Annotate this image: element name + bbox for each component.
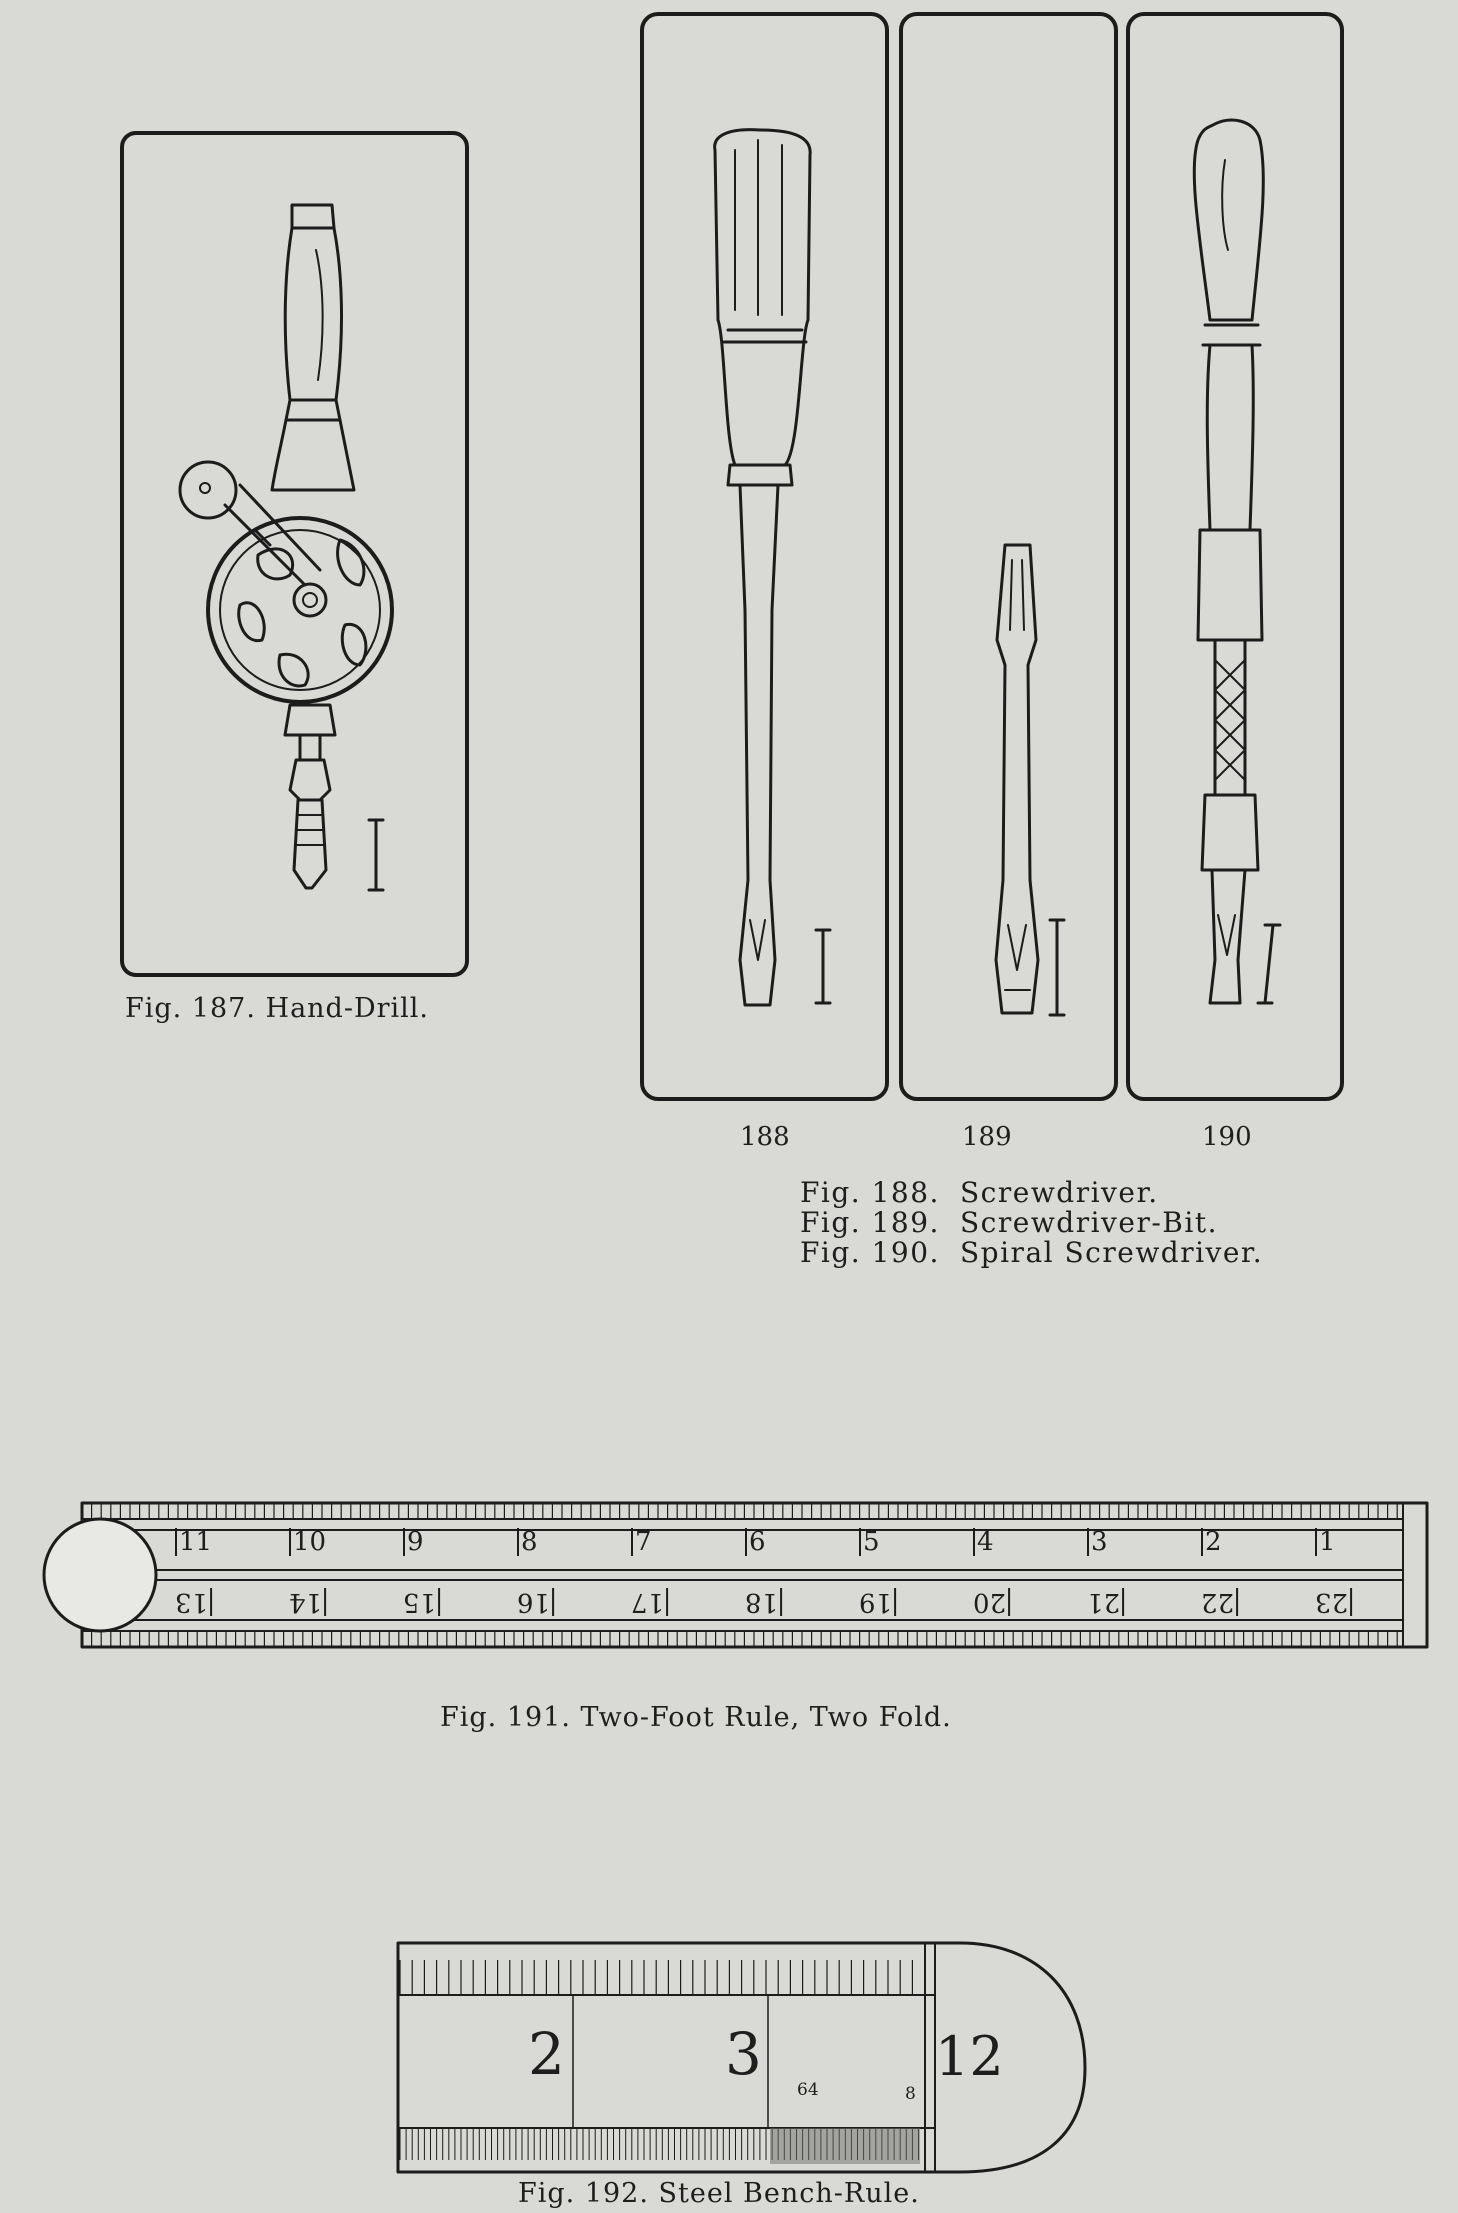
bench-rule-label-64: 64	[797, 2080, 819, 2100]
rule-number: 17	[631, 1588, 668, 1616]
rule-number: 8	[517, 1528, 538, 1556]
bench-rule-number-2: 2	[528, 2020, 565, 2088]
fig-190-spiral-screwdriver	[1128, 14, 1342, 1099]
caption-fig-190	[800, 1238, 1263, 1268]
caption-text: Screwdriver-Bit.	[960, 1206, 1218, 1239]
bench-rule-number-3: 3	[725, 2020, 762, 2088]
rule-number: 20	[973, 1588, 1010, 1616]
rule-number: 14	[289, 1588, 326, 1616]
rule-number: 3	[1087, 1528, 1108, 1556]
rule-number: 2	[1201, 1528, 1222, 1556]
rule-number: 5	[859, 1528, 880, 1556]
rule-number: 16	[517, 1588, 554, 1616]
caption-number: Fig. 188.	[800, 1176, 940, 1209]
fig-188-screwdriver	[642, 14, 887, 1099]
rule-number: 23	[1315, 1588, 1352, 1616]
rule-ticks	[82, 1503, 1397, 1647]
rule-number: 15	[403, 1588, 440, 1616]
figure-number-190: 190	[1202, 1122, 1252, 1152]
rule-number: 4	[973, 1528, 994, 1556]
rule-number: 19	[859, 1588, 896, 1616]
caption-fig-189	[800, 1208, 1263, 1238]
rule-number: 11	[175, 1528, 212, 1556]
rule-number: 7	[631, 1528, 652, 1556]
rule-number: 1	[1315, 1528, 1336, 1556]
caption-text: Spiral Screwdriver.	[960, 1236, 1264, 1269]
fig-191-two-foot-rule	[44, 1503, 1427, 1647]
fig-187-hand-drill	[122, 133, 467, 975]
caption-fig-192: Fig. 192. Steel Bench-Rule.	[518, 2178, 920, 2209]
caption-text: Screwdriver.	[960, 1176, 1159, 1209]
figure-number-189: 189	[962, 1122, 1012, 1152]
caption-number: Fig. 190.	[800, 1236, 940, 1269]
figure-number-188: 188	[740, 1122, 790, 1152]
bench-rule-number-12: 12	[935, 2025, 1004, 2088]
rule-number: 13	[175, 1588, 212, 1616]
rule-number: 9	[403, 1528, 424, 1556]
fig-189-screwdriver-bit	[901, 14, 1116, 1099]
rule-number: 22	[1201, 1588, 1238, 1616]
rule-number: 10	[289, 1528, 326, 1556]
caption-list-188-190	[800, 1178, 1263, 1268]
bench-rule-label-8: 8	[905, 2084, 916, 2104]
caption-number: Fig. 189.	[800, 1206, 940, 1239]
caption-fig-187: Fig. 187. Hand-Drill.	[125, 993, 429, 1024]
caption-fig-188	[800, 1178, 1263, 1208]
rule-number: 18	[745, 1588, 782, 1616]
rule-number: 21	[1087, 1588, 1124, 1616]
caption-fig-191: Fig. 191. Two-Foot Rule, Two Fold.	[440, 1702, 952, 1733]
rule-number: 6	[745, 1528, 766, 1556]
